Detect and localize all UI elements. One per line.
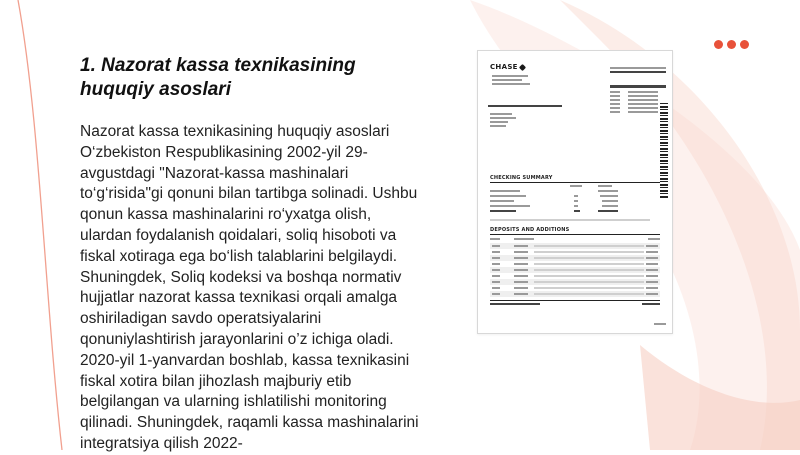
section-checking-summary: CHECKING SUMMARY (490, 175, 553, 181)
dot-icon (740, 40, 749, 49)
slide-title: 1. Nazorat kassa texnikasining huquqiy asoslari (80, 55, 356, 100)
barcode (660, 103, 668, 198)
section-deposits-and-additions: DEPOSITS AND ADDITIONS (490, 227, 570, 233)
slide-body: Nazorat kassa texnikasining huquqiy asoslari O‘zbekiston Respublikasining 2002-yil 29-avgustdagi "Nazorat-kassa mashinalari to‘g‘risida"gi qonuni bilan tartibga solinadi. Ushbu qonun kassa mashinalarini ro‘yxatga olish, ulardan foydalanish qoidalari, soliq hisoboti va fiskal xotiraga ega bo‘lish talablarini belgilaydi. Shuningdek, Soliq kodeksi va boshqa normativ hujjatlar nazorat kassa texnikasi orqali amalga oshiriladigan savdo operatsiyalarini qonuniylashtirish jarayonlarini o’z ichiga oladi. 2020-yil 1-yanvardan boshlab, kassa texnikasini fiskal xotira bilan jihozlash majburiy etib belgilangan va ularning ishlatilishi monitoring qilinadi. Shuningdek, raqamli kassa mashinalarini integratsiya qilish 2022- (80, 123, 419, 452)
dot-icon (727, 40, 736, 49)
dot-icon (714, 40, 723, 49)
chase-octagon-icon (519, 63, 526, 70)
decorative-dots (714, 40, 749, 49)
chase-logo: CHASE (490, 63, 525, 71)
bank-statement-image (477, 50, 673, 334)
